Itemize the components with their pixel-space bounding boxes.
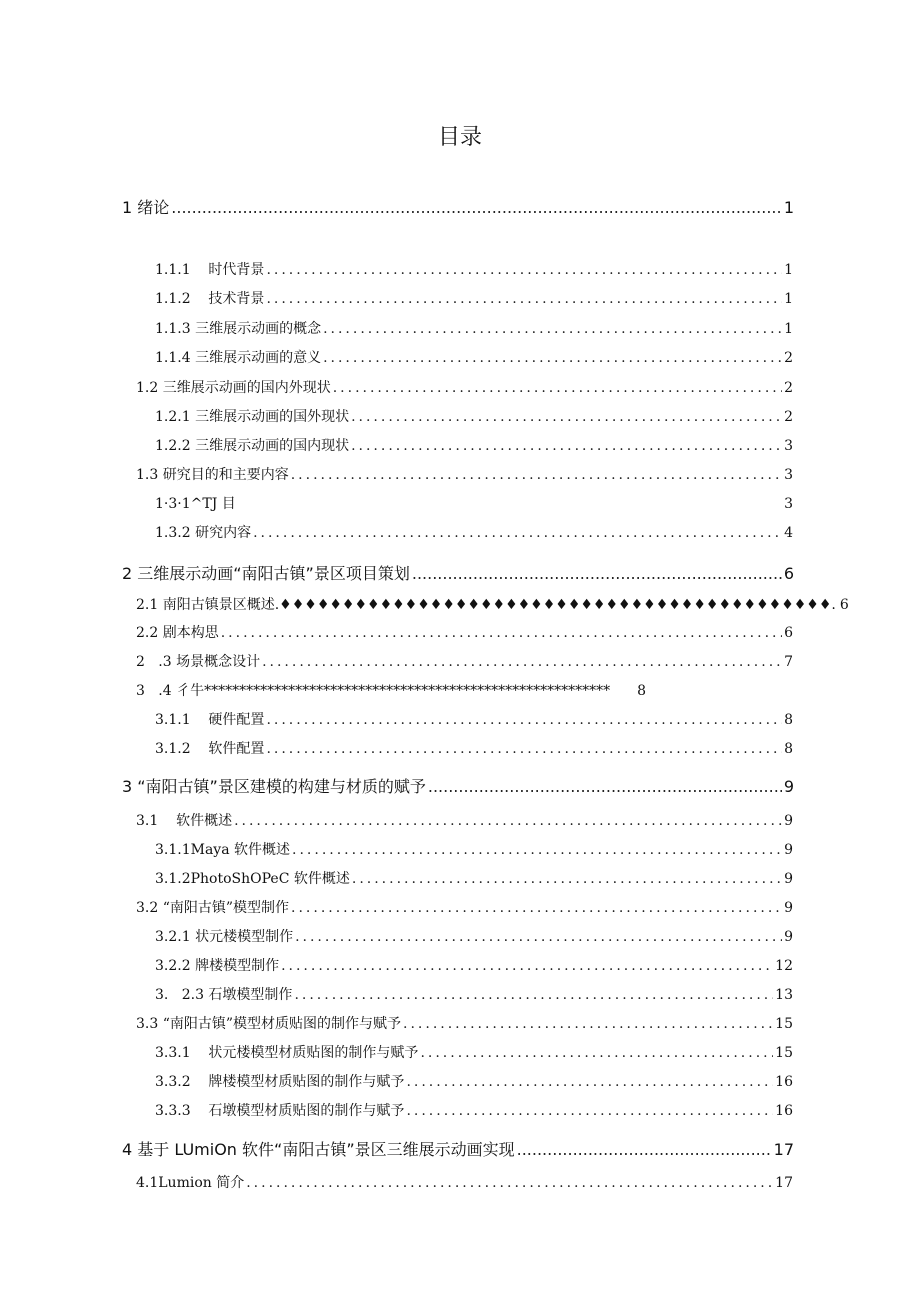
- toc-entry-label: 2 .3 场景概念设计: [136, 654, 261, 670]
- toc-entry-page: 4: [784, 525, 793, 541]
- toc-entry-page: 12: [775, 958, 793, 974]
- toc-entry-page: 1: [784, 262, 793, 278]
- toc-entry-label: 2.1 南阳古镇景区概述.♦♦♦♦♦♦♦♦♦♦♦♦♦♦♦♦♦♦♦♦♦♦♦♦♦♦♦♦♦♦♦♦♦♦♦♦♦♦♦♦♦♦♦♦.: [136, 597, 836, 613]
- toc-entry-page: 6: [783, 564, 794, 583]
- dot-leader: [352, 871, 782, 887]
- toc-entry[interactable]: [136, 464, 793, 484]
- toc-entry-label: 3.1 软件概述: [136, 813, 233, 829]
- toc-entry-chapter-4[interactable]: [122, 1137, 794, 1160]
- toc-entry-page: 3: [784, 438, 793, 454]
- toc-entry-label: 1.1.2 技术背景: [155, 291, 265, 307]
- dot-leader: [281, 958, 773, 974]
- toc-entry-label: 1.1.4 三维展示动画的意义: [155, 350, 322, 366]
- toc-entry[interactable]: [136, 377, 793, 397]
- toc-entry-label: 3.3 “南阳古镇”模型材质贴图的制作与赋予: [136, 1016, 402, 1032]
- toc-entry[interactable]: [155, 1071, 793, 1091]
- toc-entry-label: 3.1.2 软件配置: [155, 741, 265, 757]
- toc-entry-page: 2: [784, 380, 793, 396]
- dot-leader: [351, 409, 782, 425]
- dot-leader: [420, 1045, 773, 1061]
- toc-entry-label: 4.1Lumion 简介: [136, 1175, 245, 1191]
- toc-entry-page: 9: [783, 777, 794, 796]
- dot-leader: [266, 741, 782, 757]
- toc-entry[interactable]: [155, 347, 793, 367]
- toc-entry[interactable]: [136, 622, 793, 642]
- dot-leader: [295, 929, 782, 945]
- toc-entry[interactable]: [155, 738, 793, 758]
- dot-leader: [266, 291, 782, 307]
- dot-leader: [234, 813, 782, 829]
- dot-leader: [406, 1074, 773, 1090]
- toc-entry[interactable]: [155, 493, 793, 513]
- toc-entry-label: 3. 2.3 石墩模型制作: [155, 987, 293, 1003]
- dot-leader: [294, 987, 773, 1003]
- dot-leader: [323, 321, 782, 337]
- toc-entry-page: 9: [784, 900, 793, 916]
- toc-entry[interactable]: [155, 868, 793, 888]
- dot-leader: [292, 842, 782, 858]
- dot-leader: [323, 350, 782, 366]
- toc-entry-page: 1: [784, 321, 793, 337]
- dot-leader: [246, 1175, 773, 1191]
- dot-leader: [266, 712, 782, 728]
- toc-entry-page: 9: [784, 929, 793, 945]
- toc-entry[interactable]: [155, 955, 793, 975]
- dot-leader: [403, 1016, 773, 1032]
- dot-leader: [171, 198, 782, 217]
- toc-entry[interactable]: [155, 926, 793, 946]
- toc-entry[interactable]: [136, 1172, 793, 1192]
- toc-entry-label: 3.2.2 牌楼模型制作: [155, 958, 280, 974]
- dot-leader: [291, 900, 782, 916]
- toc-entry-page: 9: [784, 842, 793, 858]
- toc-entry[interactable]: [155, 406, 793, 426]
- toc-entry-page: 15: [775, 1016, 793, 1032]
- toc-entry[interactable]: [155, 984, 793, 1004]
- toc-entry-chapter-2[interactable]: [122, 561, 794, 584]
- toc-entry[interactable]: [136, 594, 849, 614]
- toc-entry-page: 2: [784, 350, 793, 366]
- dot-leader: [262, 654, 782, 670]
- toc-entry-label: 1.2.2 三维展示动画的国内现状: [155, 438, 350, 454]
- toc-entry-label: 1·3·1^TJ 目: [155, 496, 236, 512]
- toc-entry[interactable]: [136, 1013, 793, 1033]
- toc-entry-label: 3.3.1 状元楼模型材质贴图的制作与赋予: [155, 1045, 419, 1061]
- toc-entry-page: 6: [784, 625, 793, 641]
- dot-leader: [412, 564, 782, 583]
- toc-entry[interactable]: [155, 318, 793, 338]
- toc-entry-page: 7: [784, 654, 793, 670]
- toc-entry-label: 3.1.2PhotoShOPeC 软件概述: [155, 871, 350, 887]
- toc-entry-label: 4 基于 LUmiOn 软件“南阳古镇”景区三维展示动画实现: [122, 1140, 515, 1159]
- toc-entry-label: 3.1.1Maya 软件概述: [155, 842, 291, 858]
- toc-entry-label: 1.2 三维展示动画的国内外现状: [136, 380, 331, 396]
- toc-entry-page: 8: [784, 712, 793, 728]
- toc-entry-page: 1: [784, 291, 793, 307]
- toc-entry[interactable]: [155, 522, 793, 542]
- toc-entry-page: 3: [784, 496, 793, 512]
- dot-leader: [406, 1103, 773, 1119]
- toc-entry-label: 1.2.1 三维展示动画的国外现状: [155, 409, 350, 425]
- toc-entry-label: 3.2 “南阳古镇”模型制作: [136, 900, 290, 916]
- toc-entry[interactable]: [155, 709, 793, 729]
- toc-entry-page: 3: [784, 467, 793, 483]
- toc-entry[interactable]: [136, 810, 793, 830]
- toc-entry[interactable]: [155, 288, 793, 308]
- toc-entry-label: 3.3.2 牌楼模型材质贴图的制作与赋予: [155, 1074, 405, 1090]
- dot-leader: [428, 777, 782, 796]
- toc-entry-page: 16: [775, 1074, 793, 1090]
- toc-entry-label: 2.2 剧本构思: [136, 625, 219, 641]
- toc-entry[interactable]: [155, 1042, 793, 1062]
- toc-entry[interactable]: [136, 651, 793, 671]
- dot-leader: [253, 525, 782, 541]
- toc-title: 目录: [437, 125, 482, 150]
- toc-entry-page: 9: [784, 871, 793, 887]
- toc-entry[interactable]: [136, 897, 793, 917]
- toc-entry-label: 2 三维展示动画“南阳古镇”景区项目策划: [122, 564, 410, 583]
- toc-entry-page: 1: [783, 198, 794, 217]
- dot-leader: [351, 438, 782, 454]
- toc-entry-page: 16: [775, 1103, 793, 1119]
- toc-entry-label: 1.3.2 研究内容: [155, 525, 252, 541]
- toc-entry-label: 3 “南阳古镇”景区建模的构建与材质的赋予: [122, 777, 426, 796]
- dot-leader: [221, 625, 782, 641]
- toc-entry-page: 8: [784, 741, 793, 757]
- toc-entry-page: 2: [784, 409, 793, 425]
- toc-entry-label: 1 绪论: [122, 198, 170, 217]
- toc-entry[interactable]: [155, 839, 793, 859]
- toc-entry-chapter-3[interactable]: [122, 774, 794, 797]
- toc-entry-page: 8: [637, 683, 646, 699]
- toc-entry-label: 3.1.1 硬件配置: [155, 712, 265, 728]
- toc-entry-page: 13: [775, 987, 793, 1003]
- toc-entry-page: 17: [773, 1140, 794, 1159]
- toc-entry-label: 3 .4 彳牛**********************************************************: [136, 683, 611, 699]
- toc-entry-page: 9: [784, 813, 793, 829]
- toc-entry-chapter-1[interactable]: [122, 195, 794, 218]
- dot-leader: [333, 380, 782, 396]
- toc-entry[interactable]: [155, 1100, 793, 1120]
- dot-leader: [266, 262, 782, 278]
- toc-entry-page: 17: [775, 1175, 793, 1191]
- toc-entry-label: 1.1.3 三维展示动画的概念: [155, 321, 322, 337]
- toc-entry-label: 3.2.1 状元楼模型制作: [155, 929, 294, 945]
- toc-entry[interactable]: [155, 259, 793, 279]
- toc-entry[interactable]: [136, 680, 646, 700]
- toc-entry[interactable]: [155, 435, 793, 455]
- dot-leader: [291, 467, 782, 483]
- toc-entry-page: 6: [839, 597, 849, 613]
- dot-leader: [517, 1140, 772, 1159]
- toc-entry-page: 15: [775, 1045, 793, 1061]
- toc-entry-label: 3.3.3 石墩模型材质贴图的制作与赋予: [155, 1103, 405, 1119]
- toc-entry-label: 1.3 研究目的和主要内容: [136, 467, 289, 483]
- toc-entry-label: 1.1.1 时代背景: [155, 262, 265, 278]
